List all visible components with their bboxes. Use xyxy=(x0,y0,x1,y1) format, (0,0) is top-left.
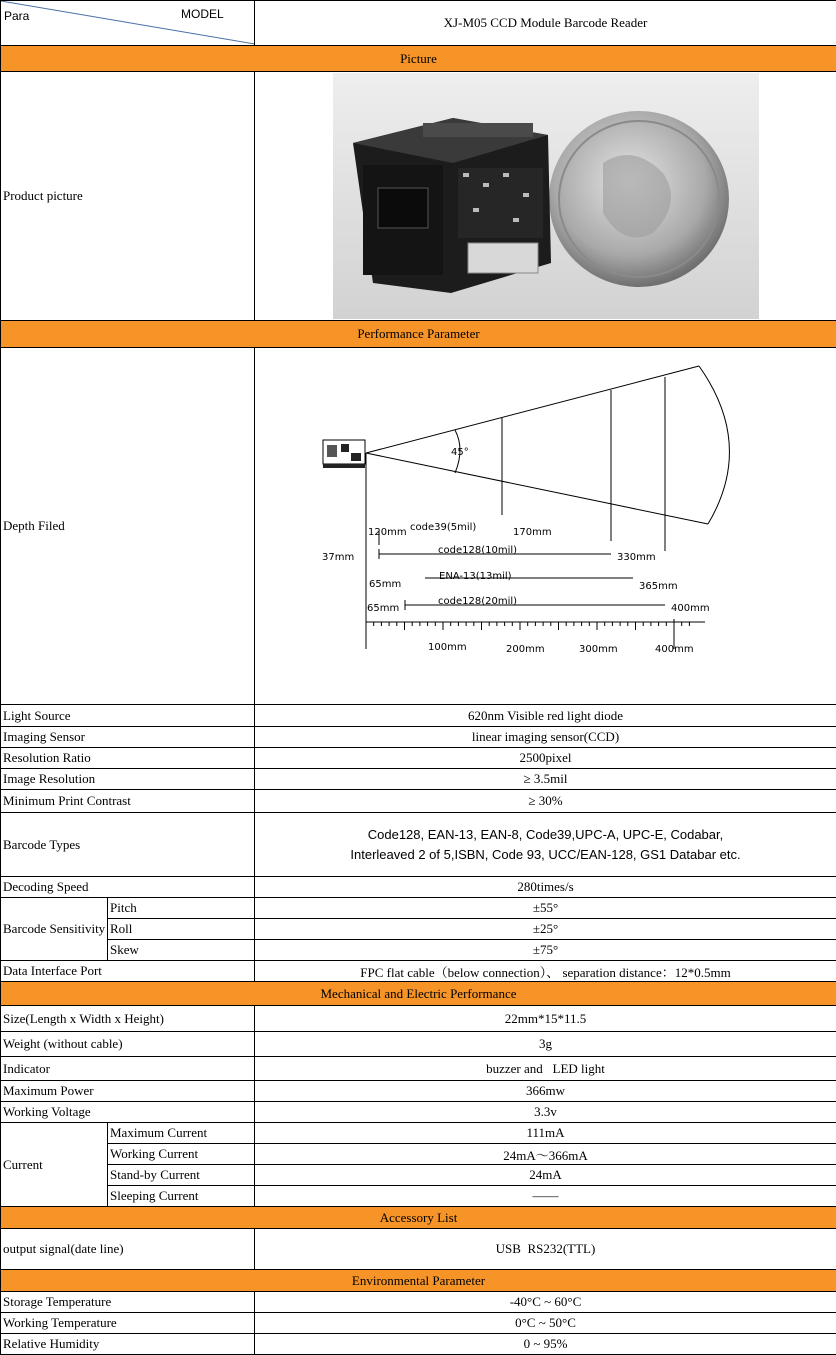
working-temp-value: 0°C ~ 50°C xyxy=(255,1313,836,1334)
standby-current-label: Stand-by Current xyxy=(108,1165,255,1186)
product-picture-cell xyxy=(255,72,836,321)
size-value: 22mm*15*11.5 xyxy=(255,1006,836,1032)
decoding-speed-label: Decoding Speed xyxy=(1,877,255,898)
light-source-label: Light Source xyxy=(1,705,255,727)
standby-current-value: 24mA xyxy=(255,1165,836,1186)
resolution-ratio-value: 2500pixel xyxy=(255,748,836,769)
product-title: XJ-M05 CCD Module Barcode Reader xyxy=(255,1,836,46)
section-performance: Performance Parameter xyxy=(1,321,836,348)
section-accessory: Accessory List xyxy=(1,1207,836,1229)
sleeping-current-label: Sleeping Current xyxy=(108,1186,255,1207)
code128-10mil-near: 37mm xyxy=(322,551,355,563)
pitch-value: ±55° xyxy=(255,898,836,919)
product-photo xyxy=(333,73,759,319)
max-power-value: 366mw xyxy=(255,1081,836,1102)
barcode-types-line2: Interleaved 2 of 5,ISBN, Code 93, UCC/EAN-128, GS1 Databar etc. xyxy=(350,846,741,862)
humidity-label: Relative Humidity xyxy=(1,1334,255,1355)
skew-label: Skew xyxy=(108,940,255,961)
storage-temp-value: -40°C ~ 60°C xyxy=(255,1292,836,1313)
current-label: Current xyxy=(1,1123,108,1207)
voltage-value: 3.3v xyxy=(255,1102,836,1123)
imaging-sensor-label: Imaging Sensor xyxy=(1,727,255,748)
section-mechanical: Mechanical and Electric Performance xyxy=(1,982,836,1006)
min-contrast-value: ≥ 30% xyxy=(255,790,836,813)
ena13-label: ENA-13(13mil) xyxy=(439,570,512,582)
max-current-value: 111mA xyxy=(255,1123,836,1144)
sleeping-current-value: —— xyxy=(255,1186,836,1207)
scanner-module-icon xyxy=(323,440,365,468)
output-signal-label: output signal(date line) xyxy=(1,1229,255,1270)
code39-far: 170mm xyxy=(513,526,552,538)
code128-10mil-label: code128(10mil) xyxy=(438,544,518,556)
ruler-ticks xyxy=(366,622,689,630)
section-environmental: Environmental Parameter xyxy=(1,1270,836,1292)
code39-near: 120mm xyxy=(368,526,407,538)
angle-label: 45° xyxy=(451,446,469,458)
product-picture-label: Product picture xyxy=(1,72,255,321)
roll-value: ±25° xyxy=(255,919,836,940)
resolution-ratio-label: Resolution Ratio xyxy=(1,748,255,769)
indicator-value: buzzer and LED light xyxy=(255,1057,836,1081)
decoding-speed-value: 280times/s xyxy=(255,877,836,898)
light-source-value: 620nm Visible red light diode xyxy=(255,705,836,727)
interface-value: FPC flat cable（below connection）、 separation distance：12*0.5mm xyxy=(255,961,836,982)
tick-300: 300mm xyxy=(579,643,618,655)
working-current-value: 24mA～366mA xyxy=(255,1144,836,1165)
storage-temp-label: Storage Temperature xyxy=(1,1292,255,1313)
depth-field-cell xyxy=(255,348,836,705)
imaging-sensor-value: linear imaging sensor(CCD) xyxy=(255,727,836,748)
code128-20mil-label: code128(20mil) xyxy=(438,595,518,607)
depth-field-diagram xyxy=(255,349,835,704)
output-signal-value: USB RS232(TTL) xyxy=(255,1229,836,1270)
working-current-label: Working Current xyxy=(108,1144,255,1165)
para-label: Para xyxy=(4,9,30,23)
tick-100: 100mm xyxy=(428,641,467,653)
barcode-types-label: Barcode Types xyxy=(1,813,255,877)
tick-400: 400mm xyxy=(655,643,694,655)
max-power-label: Maximum Power xyxy=(1,1081,255,1102)
size-label: Size(Length x Width x Height) xyxy=(1,1006,255,1032)
model-label: MODEL xyxy=(181,7,224,21)
pitch-label: Pitch xyxy=(108,898,255,919)
working-temp-label: Working Temperature xyxy=(1,1313,255,1334)
indicator-label: Indicator xyxy=(1,1057,255,1081)
tick-200: 200mm xyxy=(506,643,545,655)
max-current-label: Maximum Current xyxy=(108,1123,255,1144)
header-diagonal-cell xyxy=(1,1,255,46)
barcode-types-value xyxy=(255,813,836,877)
code128-20mil-near: 65mm xyxy=(367,602,400,614)
weight-value: 3g xyxy=(255,1032,836,1057)
min-contrast-label: Minimum Print Contrast xyxy=(1,790,255,813)
humidity-value: 0 ~ 95% xyxy=(255,1334,836,1355)
barcode-sensitivity-label: Barcode Sensitivity xyxy=(1,898,108,961)
skew-value: ±75° xyxy=(255,940,836,961)
ena13-near: 65mm xyxy=(369,578,402,590)
code128-20mil-far: 400mm xyxy=(671,602,710,614)
code128-10mil-far: 330mm xyxy=(617,551,656,563)
section-picture: Picture xyxy=(1,46,836,72)
image-resolution-label: Image Resolution xyxy=(1,769,255,790)
interface-label: Data Interface Port xyxy=(1,961,255,982)
voltage-label: Working Voltage xyxy=(1,1102,255,1123)
roll-label: Roll xyxy=(108,919,255,940)
barcode-types-line1: Code128, EAN-13, EAN-8, Code39,UPC-A, UPC-E, Codabar, xyxy=(367,826,724,842)
weight-label: Weight (without cable) xyxy=(1,1032,255,1057)
code39-label: code39(5mil) xyxy=(410,521,477,533)
image-resolution-value: ≥ 3.5mil xyxy=(255,769,836,790)
depth-field-label: Depth Filed xyxy=(1,348,255,705)
ena13-far: 365mm xyxy=(639,580,678,592)
